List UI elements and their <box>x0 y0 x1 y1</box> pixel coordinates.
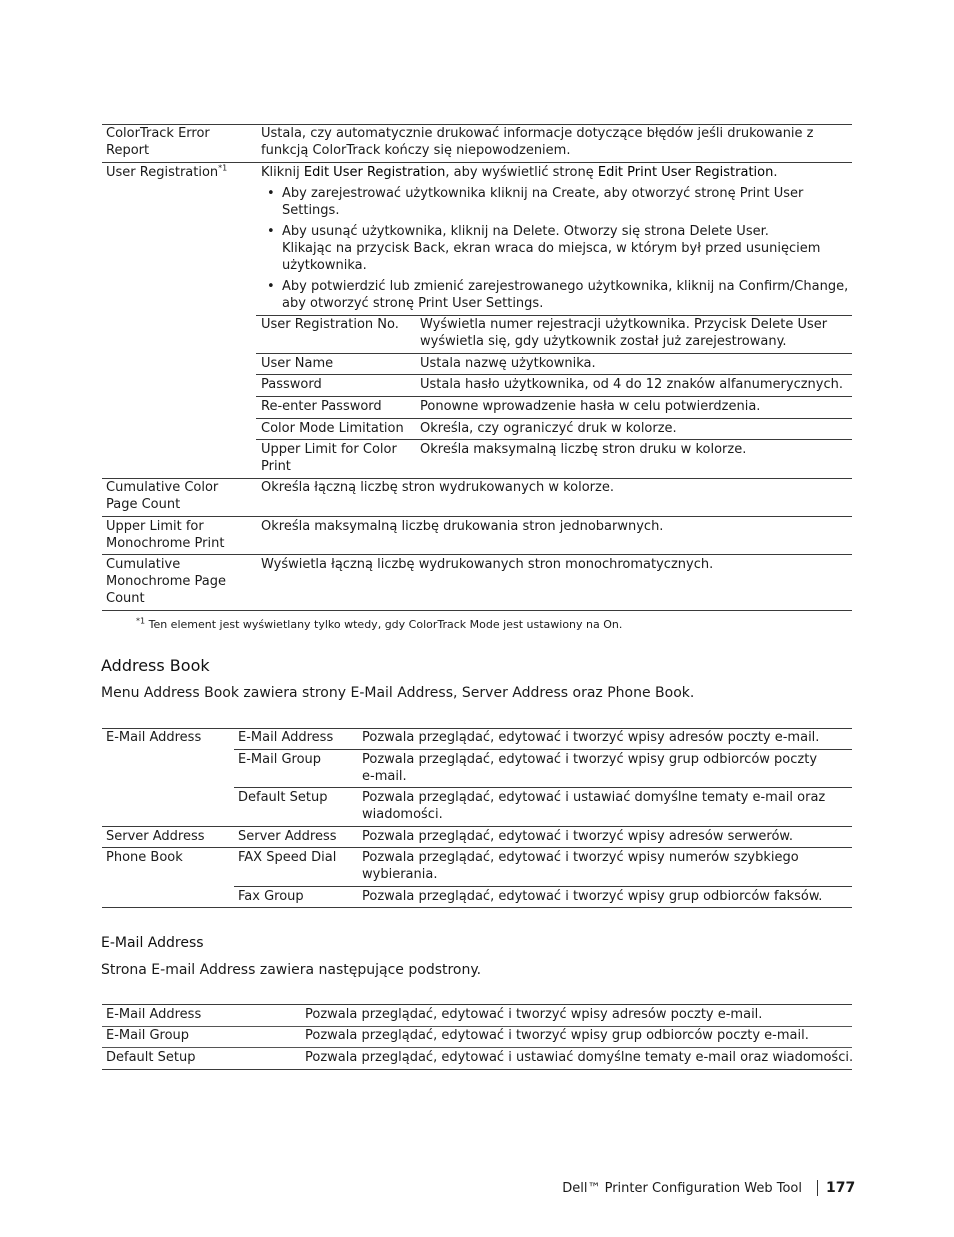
text: . <box>335 203 340 218</box>
desc-line: e-mail. <box>362 769 407 784</box>
text: , <box>453 685 462 701</box>
text: oraz <box>568 685 608 701</box>
email-address-intro <box>101 961 481 979</box>
footnote <box>136 618 622 632</box>
label-line: ColorTrack Error <box>106 126 210 141</box>
email-desc: Pozwala przeglądać, edytować i tworzyć wpisy grup odbiorców poczty e-mail. <box>305 1028 809 1043</box>
ui-term: Delete User <box>689 224 765 239</box>
label-line: Print <box>261 459 291 474</box>
row-label-colortrack <box>106 125 210 159</box>
ui-term: On <box>603 618 619 631</box>
label-line: Upper Limit for Color <box>261 442 397 457</box>
section-heading-email-address: E-Mail Address <box>101 935 204 951</box>
subtable-rule <box>234 787 852 788</box>
ui-term: Edit Print User Registration <box>597 165 774 180</box>
ab-col2: E-Mail Address <box>238 730 334 745</box>
row-label-cumulative-mono <box>106 556 226 607</box>
bullet-line <box>282 202 803 219</box>
label-line: Cumulative <box>106 557 181 572</box>
subtable-rule <box>256 396 852 397</box>
table-rule <box>102 826 852 827</box>
table-rule <box>102 1047 852 1048</box>
table-rule <box>102 554 852 555</box>
ab-col2: Default Setup <box>238 790 328 805</box>
ab-desc: Pozwala przeglądać, edytować i tworzyć wpisy adresów poczty e-mail. <box>362 730 820 745</box>
row-desc-upper-mono: Określa maksymalną liczbę drukowania stron jednobarwnych. <box>261 519 664 534</box>
text: Strona <box>101 962 152 978</box>
text: , <box>844 279 849 294</box>
subtable-rule <box>256 374 852 375</box>
ab-desc: Pozwala przeglądać, edytować i tworzyć wpisy grup odbiorców faksów. <box>362 889 823 904</box>
text: Menu <box>101 685 144 701</box>
desc-line: funkcją ColorTrack kończy się niepowodzeniem. <box>261 143 571 158</box>
ui-term: Create <box>552 186 596 201</box>
desc-line <box>420 316 827 333</box>
subtable-rule <box>256 439 852 440</box>
user-registration-intro <box>261 164 778 181</box>
row-desc-cumulative-mono: Wyświetla łączną liczbę wydrukowanych stron monochromatycznych. <box>261 557 714 572</box>
footer-title: Dell™ Printer Configuration Web Tool <box>562 1181 802 1196</box>
desc-line: wybierania. <box>362 867 438 882</box>
table-rule <box>102 1069 852 1070</box>
ui-term: Print User <box>739 186 804 201</box>
label-line: Upper Limit for <box>106 519 204 534</box>
sub-label: User Registration No. <box>261 317 399 332</box>
text: jest ustawiony na <box>499 618 604 631</box>
ab-col2: Server Address <box>238 829 337 844</box>
label-line: Page Count <box>106 497 181 512</box>
subtable-rule <box>234 886 852 887</box>
table-rule <box>102 610 852 611</box>
bullet-line: użytkownika. <box>282 258 367 273</box>
bullet-icon: • <box>267 224 275 239</box>
ui-term: ColorTrack Mode <box>408 618 500 631</box>
ab-col1: E-Mail Address <box>106 730 202 745</box>
ab-col2: FAX Speed Dial <box>238 850 337 865</box>
sub-desc: Określa, czy ograniczyć druk w kolorze. <box>420 421 677 436</box>
row-desc-colortrack <box>261 125 814 159</box>
email-col1: Default Setup <box>106 1050 196 1065</box>
sub-label: User Name <box>261 356 334 371</box>
ab-col1: Phone Book <box>106 850 183 865</box>
page-number: 177 <box>826 1180 856 1196</box>
bullet-line <box>282 278 848 295</box>
text: zawiera strony <box>238 685 351 701</box>
subtable-rule <box>256 353 852 354</box>
table-rule <box>102 1004 852 1005</box>
desc-line: Pozwala przeglądać, edytować i ustawiać domyślne tematy e-mail oraz <box>362 790 826 805</box>
bullet-icon: • <box>267 279 275 294</box>
ui-term: Edit User Registration <box>303 165 446 180</box>
email-desc: Pozwala przeglądać, edytować i ustawiać domyślne tematy e-mail oraz wiadomości. <box>305 1050 854 1065</box>
table-rule <box>102 162 852 163</box>
text: Kliknij <box>261 165 304 180</box>
text: Aby zarejestrować użytkownika kliknij na <box>282 186 553 201</box>
ab-desc <box>362 849 799 883</box>
sub-desc: Ustala nazwę użytkownika. <box>420 356 596 371</box>
bullet-line <box>282 240 820 257</box>
email-desc: Pozwala przeglądać, edytować i tworzyć wpisy adresów poczty e-mail. <box>305 1007 763 1022</box>
bullet-create <box>282 185 803 219</box>
row-label-user-registration <box>106 164 227 181</box>
ab-col2: Fax Group <box>238 889 304 904</box>
subtable-rule <box>256 418 852 419</box>
row-label-cumulative-color <box>106 479 218 513</box>
table-rule <box>102 516 852 517</box>
label-line: Report <box>106 143 150 158</box>
text: . <box>764 224 769 239</box>
label-line: Monochrome Print <box>106 536 225 551</box>
bullet-line <box>282 295 848 312</box>
sub-desc: Ponowne wprowadzenie hasła w celu potwierdzenia. <box>420 399 761 414</box>
sub-desc: Ustala hasło użytkownika, od 4 do 12 znaków alfanumerycznych. <box>420 377 843 392</box>
sub-label <box>261 441 397 475</box>
text: , aby wyświetlić stronę <box>445 165 598 180</box>
ui-term: Delete <box>512 224 556 239</box>
table-rule <box>102 907 852 908</box>
text: Ten element jest wyświetlany tylko wtedy, gdy <box>145 618 409 631</box>
section-heading-address-book: Address Book <box>101 656 210 675</box>
ab-desc: Pozwala przeglądać, edytować i tworzyć wpisy adresów serwerów. <box>362 829 793 844</box>
text: Klikając na przycisk <box>282 241 414 256</box>
bullet-icon: • <box>267 186 275 201</box>
bullet-confirm <box>282 278 848 312</box>
bullet-delete <box>282 223 820 274</box>
ui-term: Back <box>413 241 446 256</box>
text: , ekran wraca do miejsca, w którym był przed usunięciem <box>445 241 821 256</box>
ui-term: Phone Book <box>607 685 690 701</box>
bullet-line <box>282 223 820 240</box>
ab-desc <box>362 789 825 823</box>
sub-label: Color Mode Limitation <box>261 421 404 436</box>
text: zawiera następujące podstrony. <box>255 962 482 978</box>
text: Aby usunąć użytkownika, kliknij na <box>282 224 513 239</box>
text: Aby potwierdzić lub zmienić zarejestrowanego użytkownika, kliknij na <box>282 279 739 294</box>
text: . Otworzy się strona <box>555 224 690 239</box>
label-line: Cumulative Color <box>106 480 219 495</box>
footnote-marker: *1 <box>218 163 228 173</box>
desc-line: Pozwala przeglądać, edytować i tworzyć wpisy numerów szybkiego <box>362 850 799 865</box>
table-rule <box>102 847 852 848</box>
email-col1: E-Mail Group <box>106 1028 190 1043</box>
bullet-line <box>282 185 803 202</box>
sub-label: Re-enter Password <box>261 399 382 414</box>
email-col1: E-Mail Address <box>106 1007 202 1022</box>
ab-col1: Server Address <box>106 829 205 844</box>
text: . <box>539 296 544 311</box>
desc-line: Pozwala przeglądać, edytować i tworzyć wpisy grup odbiorców poczty <box>362 752 818 767</box>
sub-label: Password <box>261 377 322 392</box>
ui-term: Server Address <box>461 685 569 701</box>
footer-divider <box>817 1180 818 1196</box>
ab-desc <box>362 751 817 785</box>
address-book-intro <box>101 684 694 702</box>
text: Wyświetla numer rejestracji użytkownika. Przycisk <box>420 317 751 332</box>
label-line: Monochrome Page <box>106 574 227 589</box>
desc-line: wyświetla się, gdy użytkownik został już zarejestrowany. <box>420 334 787 349</box>
ui-term: E-Mail Address <box>350 685 454 701</box>
desc-line: wiadomości. <box>362 807 443 822</box>
text: . <box>773 165 778 180</box>
label-line: Count <box>106 591 145 606</box>
row-desc-cumulative-color: Określa łączną liczbę stron wydrukowanych w kolorze. <box>261 480 614 495</box>
subtable-rule <box>234 749 852 750</box>
text: , aby otworzyć stronę <box>595 186 740 201</box>
ui-term: E-mail Address <box>151 962 256 978</box>
row-label-upper-mono <box>106 518 224 552</box>
footnote-marker: *1 <box>136 616 146 626</box>
sub-desc <box>420 316 827 350</box>
ui-term: Print User Settings <box>418 296 540 311</box>
ui-term: Confirm/Change <box>738 279 845 294</box>
ui-term: Delete User <box>750 317 828 332</box>
text: . <box>689 685 695 701</box>
ui-term: Settings <box>282 203 336 218</box>
ab-col2: E-Mail Group <box>238 752 322 767</box>
ui-term: Address Book <box>143 685 239 701</box>
label-text: User Registration <box>106 165 219 180</box>
text: aby otworzyć stronę <box>282 296 419 311</box>
sub-desc: Określa maksymalną liczbę stron druku w kolorze. <box>420 442 747 457</box>
text: . <box>618 618 623 631</box>
desc-line: Ustala, czy automatycznie drukować informacje dotyczące błędów jeśli drukowanie z <box>261 126 814 141</box>
